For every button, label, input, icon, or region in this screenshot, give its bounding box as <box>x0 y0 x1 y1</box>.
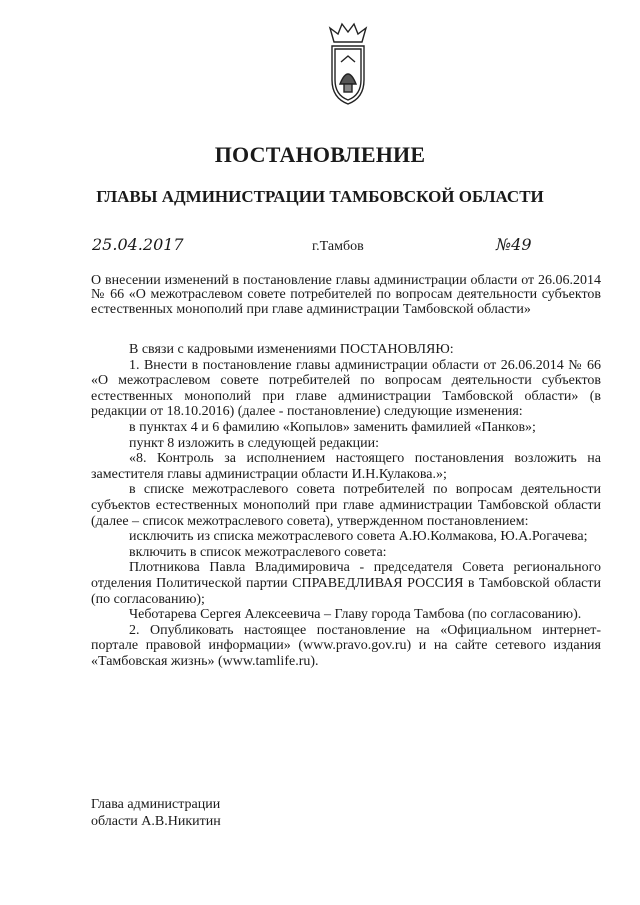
signature-line: области А.В.Никитин <box>91 814 221 829</box>
paragraph: 1. Внести в постановление главы администрации области от 26.06.2014 № 66 «О межотраслевом совете потребителей по вопросам деятельности субъектов естественных монополий при главе администрации Тамбовской области» (в редакции от 18.10.2016) (далее - постановление) следующие изменения: <box>91 357 601 420</box>
paragraph: Чеботарева Сергея Алексеевича – Главу города Тамбова (по согласованию). <box>129 607 582 623</box>
document-number: №49 <box>496 235 532 254</box>
document-caption: О внесении изменений в постановление главы администрации области от 26.06.2014 № 66 «О межотраслевом совете потребителей по вопросам деятельности субъектов естественных монополий при главе администрации Тамбовской области» <box>91 273 601 317</box>
coat-of-arms-icon <box>316 22 380 106</box>
paragraph: в списке межотраслевого совета потребителей по вопросам деятельности субъектов естественных монополий при главе администрации Тамбовской области (далее – список межотраслевого совета), утвержденном постановлением: <box>91 482 601 529</box>
document-subtitle: ГЛАВЫ АДМИНИСТРАЦИИ ТАМБОВСКОЙ ОБЛАСТИ <box>96 187 544 206</box>
document-date: 25.04.2017 <box>92 235 184 254</box>
document-title: ПОСТАНОВЛЕНИЕ <box>214 142 426 167</box>
paragraph: «8. Контроль за исполнением настоящего постановления возложить на заместителя главы администрации области И.Н.Кулакова.»; <box>91 451 601 482</box>
signature-line: Глава администрации <box>91 797 221 812</box>
paragraph: пункт 8 изложить в следующей редакции: <box>129 435 379 451</box>
paragraph: в пунктах 4 и 6 фамилию «Копылов» заменить фамилией «Панков»; <box>129 419 536 435</box>
paragraph: Плотникова Павла Владимировича - председателя Совета регионального отделения Политической партии СПРАВЕДЛИВАЯ РОССИЯ в Тамбовской области (по согласованию); <box>91 560 601 607</box>
document-body <box>91 342 601 669</box>
paragraph: В связи с кадровыми изменениями ПОСТАНОВЛЯЮ: <box>129 342 454 357</box>
paragraph: исключить из списка межотраслевого совета А.Ю.Колмакова, Ю.А.Рогачева; <box>129 529 588 545</box>
document-city: г.Тамбов <box>312 239 364 254</box>
signature-block <box>91 796 221 830</box>
paragraph: включить в список межотраслевого совета: <box>129 544 387 560</box>
paragraph: 2. Опубликовать настоящее постановление на «Официальном интернет-портале правовой информации» (www.pravo.gov.ru) и на сайте сетевого издания «Тамбовская жизнь» (www.tamlife.ru). <box>91 622 601 669</box>
